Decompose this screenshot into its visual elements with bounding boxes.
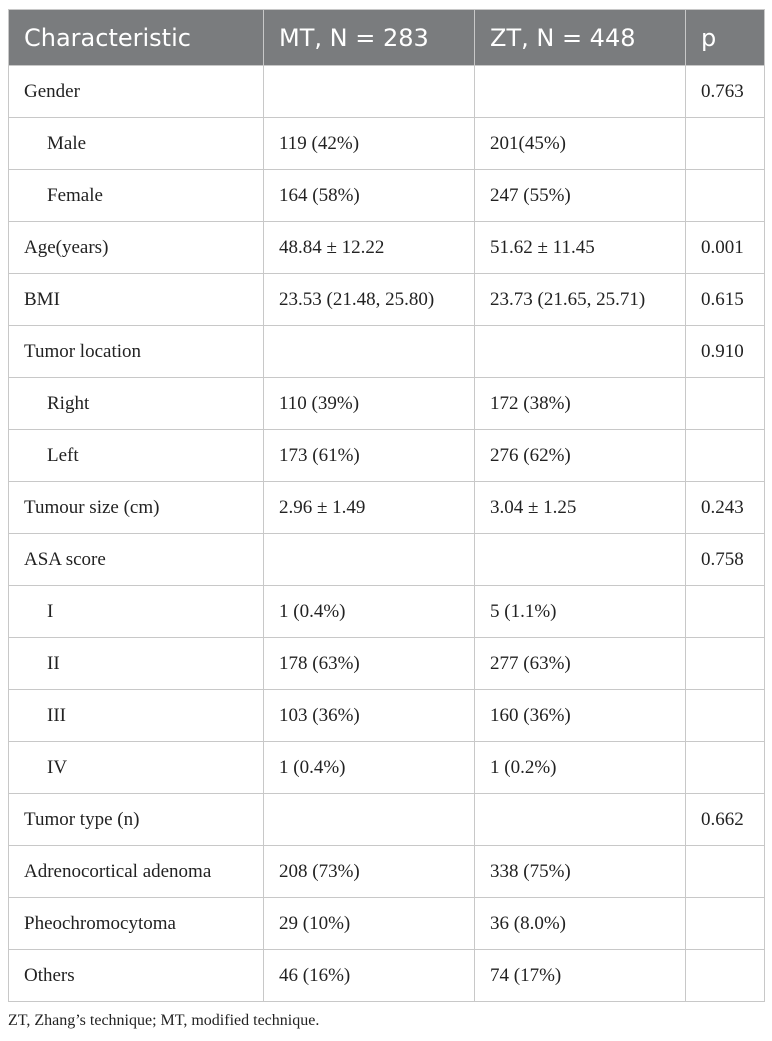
mt-value-cell: 46 (16%) [264,950,475,1002]
zt-value-cell [475,326,686,378]
p-value-cell [686,430,765,482]
row-label-cell: Tumor location [9,326,264,378]
p-value-cell [686,586,765,638]
zt-value-cell: 36 (8.0%) [475,898,686,950]
table-footnote: ZT, Zhang’s technique; MT, modified technique. [8,1012,320,1029]
row-label-cell: Male [9,118,264,170]
mt-value-cell [264,326,475,378]
mt-value-cell: 208 (73%) [264,846,475,898]
zt-value-cell: 172 (38%) [475,378,686,430]
p-value-cell [686,690,765,742]
p-value-cell [686,378,765,430]
row-label-cell: Right [9,378,264,430]
table-row [9,482,765,534]
p-value-cell [686,170,765,222]
table-row [9,898,765,950]
table-row [9,326,765,378]
mt-value-cell: 29 (10%) [264,898,475,950]
zt-value-cell [475,794,686,846]
table-row [9,950,765,1002]
header-zt-group: ZT, N = 448 [475,10,686,66]
mt-value-cell: 2.96 ± 1.49 [264,482,475,534]
zt-value-cell [475,66,686,118]
table-row [9,742,765,794]
zt-value-cell: 3.04 ± 1.25 [475,482,686,534]
row-label-cell: Gender [9,66,264,118]
row-label-cell: ASA score [9,534,264,586]
p-value-cell [686,846,765,898]
row-label-cell: Tumour size (cm) [9,482,264,534]
row-label-cell: Age(years) [9,222,264,274]
table-row [9,118,765,170]
row-label-cell: Pheochromocytoma [9,898,264,950]
p-value-cell [686,950,765,1002]
row-label-cell: Others [9,950,264,1002]
row-label-cell: I [9,586,264,638]
zt-value-cell: 338 (75%) [475,846,686,898]
zt-value-cell: 5 (1.1%) [475,586,686,638]
p-value-cell: 0.001 [686,222,765,274]
table-row [9,430,765,482]
mt-value-cell: 178 (63%) [264,638,475,690]
mt-value-cell: 164 (58%) [264,170,475,222]
row-label-cell: BMI [9,274,264,326]
p-value-cell: 0.910 [686,326,765,378]
zt-value-cell: 160 (36%) [475,690,686,742]
mt-value-cell [264,66,475,118]
characteristics-table-container [8,9,764,1002]
zt-value-cell: 74 (17%) [475,950,686,1002]
table-row [9,846,765,898]
characteristics-table [8,9,765,1002]
table-row [9,690,765,742]
table-row [9,378,765,430]
row-label-cell: Left [9,430,264,482]
zt-value-cell: 23.73 (21.65, 25.71) [475,274,686,326]
table-row [9,638,765,690]
p-value-cell: 0.763 [686,66,765,118]
mt-value-cell: 23.53 (21.48, 25.80) [264,274,475,326]
p-value-cell [686,638,765,690]
mt-value-cell: 110 (39%) [264,378,475,430]
table-row [9,586,765,638]
p-value-cell: 0.758 [686,534,765,586]
table-body [9,66,765,1002]
zt-value-cell [475,534,686,586]
mt-value-cell: 173 (61%) [264,430,475,482]
row-label-cell: III [9,690,264,742]
mt-value-cell: 1 (0.4%) [264,742,475,794]
header-mt-group: MT, N = 283 [264,10,475,66]
table-row [9,274,765,326]
table-row [9,794,765,846]
table-row [9,534,765,586]
row-label-cell: Female [9,170,264,222]
table-row [9,170,765,222]
zt-value-cell: 277 (63%) [475,638,686,690]
p-value-cell [686,742,765,794]
zt-value-cell: 201(45%) [475,118,686,170]
mt-value-cell: 103 (36%) [264,690,475,742]
table-row [9,222,765,274]
zt-value-cell: 276 (62%) [475,430,686,482]
header-characteristic: Characteristic [9,10,264,66]
p-value-cell: 0.662 [686,794,765,846]
p-value-cell: 0.243 [686,482,765,534]
p-value-cell [686,898,765,950]
mt-value-cell [264,534,475,586]
zt-value-cell: 51.62 ± 11.45 [475,222,686,274]
row-label-cell: Tumor type (n) [9,794,264,846]
row-label-cell: IV [9,742,264,794]
row-label-cell: II [9,638,264,690]
p-value-cell: 0.615 [686,274,765,326]
row-label-cell: Adrenocortical adenoma [9,846,264,898]
mt-value-cell: 48.84 ± 12.22 [264,222,475,274]
zt-value-cell: 1 (0.2%) [475,742,686,794]
table-header [9,10,765,66]
mt-value-cell [264,794,475,846]
mt-value-cell: 119 (42%) [264,118,475,170]
header-row [9,10,765,66]
table-row [9,66,765,118]
zt-value-cell: 247 (55%) [475,170,686,222]
mt-value-cell: 1 (0.4%) [264,586,475,638]
header-p-value: p [686,10,765,66]
p-value-cell [686,118,765,170]
